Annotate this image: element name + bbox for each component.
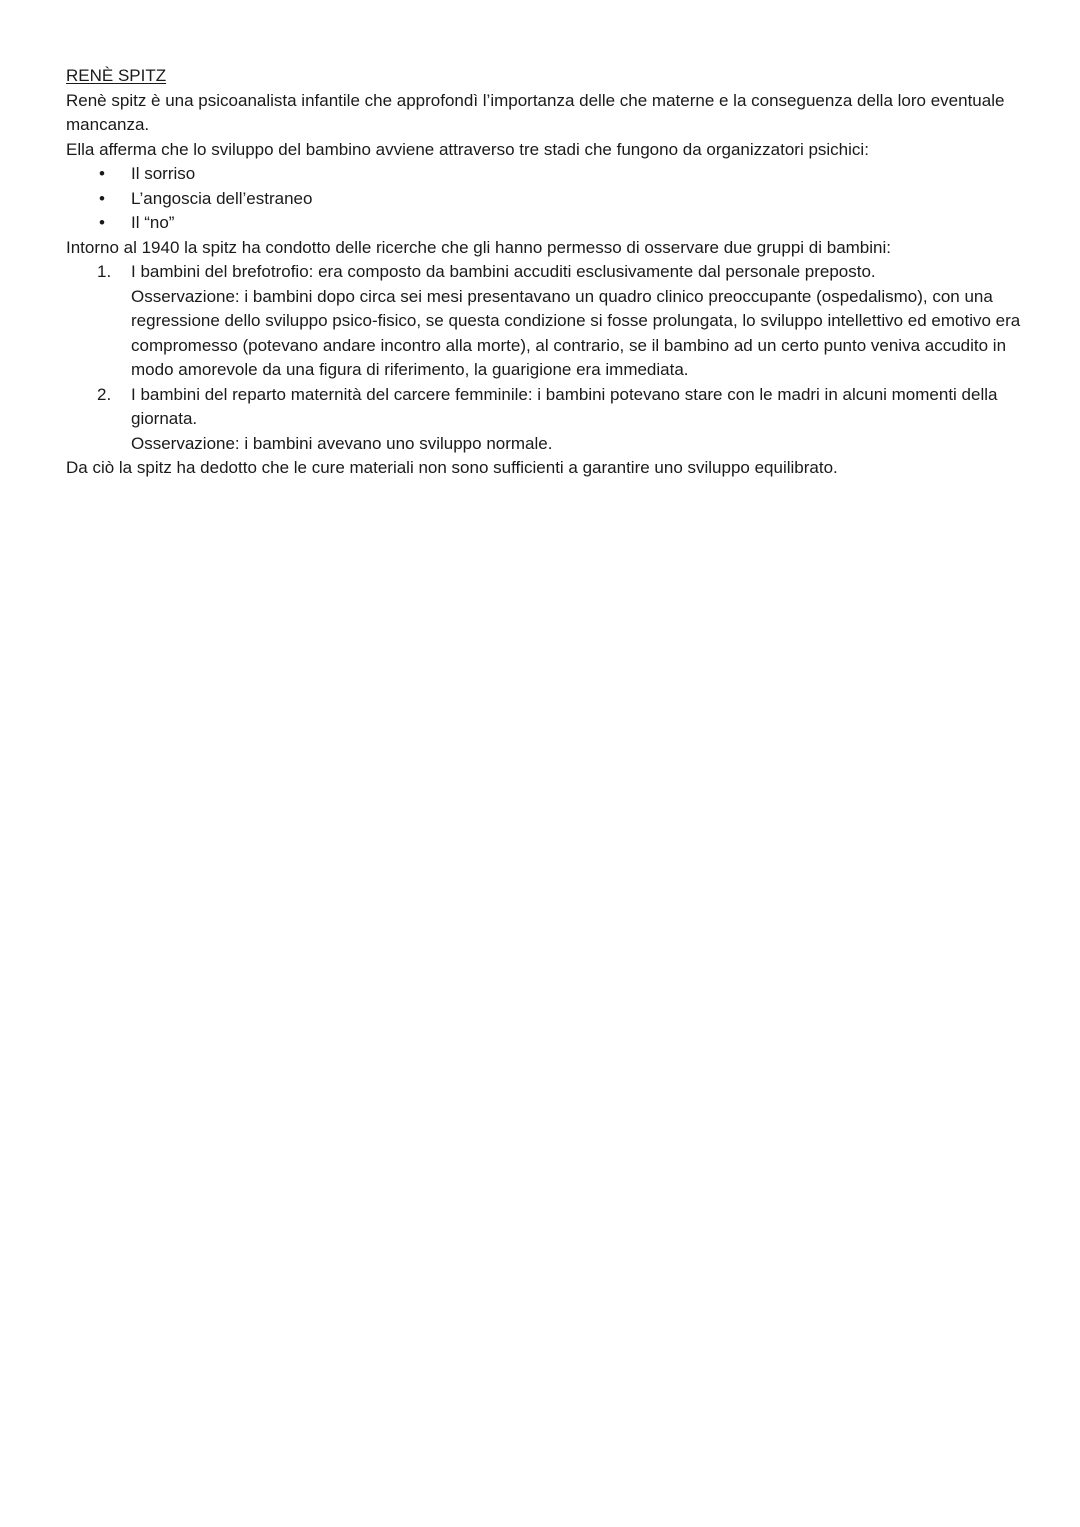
- group-description: I bambini del brefotrofio: era composto da bambini accuditi esclusivamente dal personale preposto.: [131, 262, 876, 281]
- list-item: [66, 162, 1026, 187]
- list-item: [66, 260, 1026, 383]
- list-item: [66, 211, 1026, 236]
- stage-label: Il “no”: [131, 213, 175, 232]
- bullet-icon: •: [99, 188, 105, 208]
- conclusion-paragraph: Da ciò la spitz ha dedotto che le cure materiali non sono sufficienti a garantire uno sviluppo equilibrato.: [66, 458, 838, 477]
- stages-list: [66, 162, 1026, 236]
- group-observation: Osservazione: i bambini dopo circa sei mesi presentavano un quadro clinico preoccupante (ospedalismo), con una regressione dello sviluppo psico-fisico, se questa condizione si fosse prolungata, lo sviluppo intellettivo ed emotivo era compromesso (potevano andare incontro alla morte), al contrario, se il bambino ad un certo punto veniva accudito in modo amorevole da una figura di riferimento, la guarigione era immediata.: [131, 286, 1021, 379]
- stage-label: Il sorriso: [131, 164, 196, 183]
- list-item: [66, 383, 1026, 457]
- research-intro: Intorno al 1940 la spitz ha condotto delle ricerche che gli hanno permesso di osservare due gruppi di bambini:: [66, 237, 891, 257]
- group-observation: Osservazione: i bambini avevano uno sviluppo normale.: [131, 433, 553, 453]
- document-page: [66, 64, 1026, 481]
- document-title: RENÈ SPITZ: [66, 66, 167, 85]
- group-description: I bambini del reparto maternità del carcere femminile: i bambini potevano stare con le madri in alcuni momenti della giornata.: [131, 384, 998, 428]
- intro-paragraph: Renè spitz è una psicoanalista infantile che approfondì l’importanza delle che materne e la conseguenza della loro eventuale mancanza.: [66, 90, 1005, 134]
- list-item: [66, 187, 1026, 212]
- bullet-icon: •: [99, 213, 105, 232]
- stages-intro: Ella afferma che lo sviluppo del bambino avviene attraverso tre stadi che fungono da organizzatori psichici:: [66, 139, 869, 159]
- bullet-icon: •: [99, 164, 105, 183]
- list-number: 1.: [97, 262, 112, 281]
- groups-list: [66, 260, 1026, 456]
- list-number: 2.: [97, 384, 112, 404]
- stage-label: L’angoscia dell’estraneo: [131, 188, 313, 208]
